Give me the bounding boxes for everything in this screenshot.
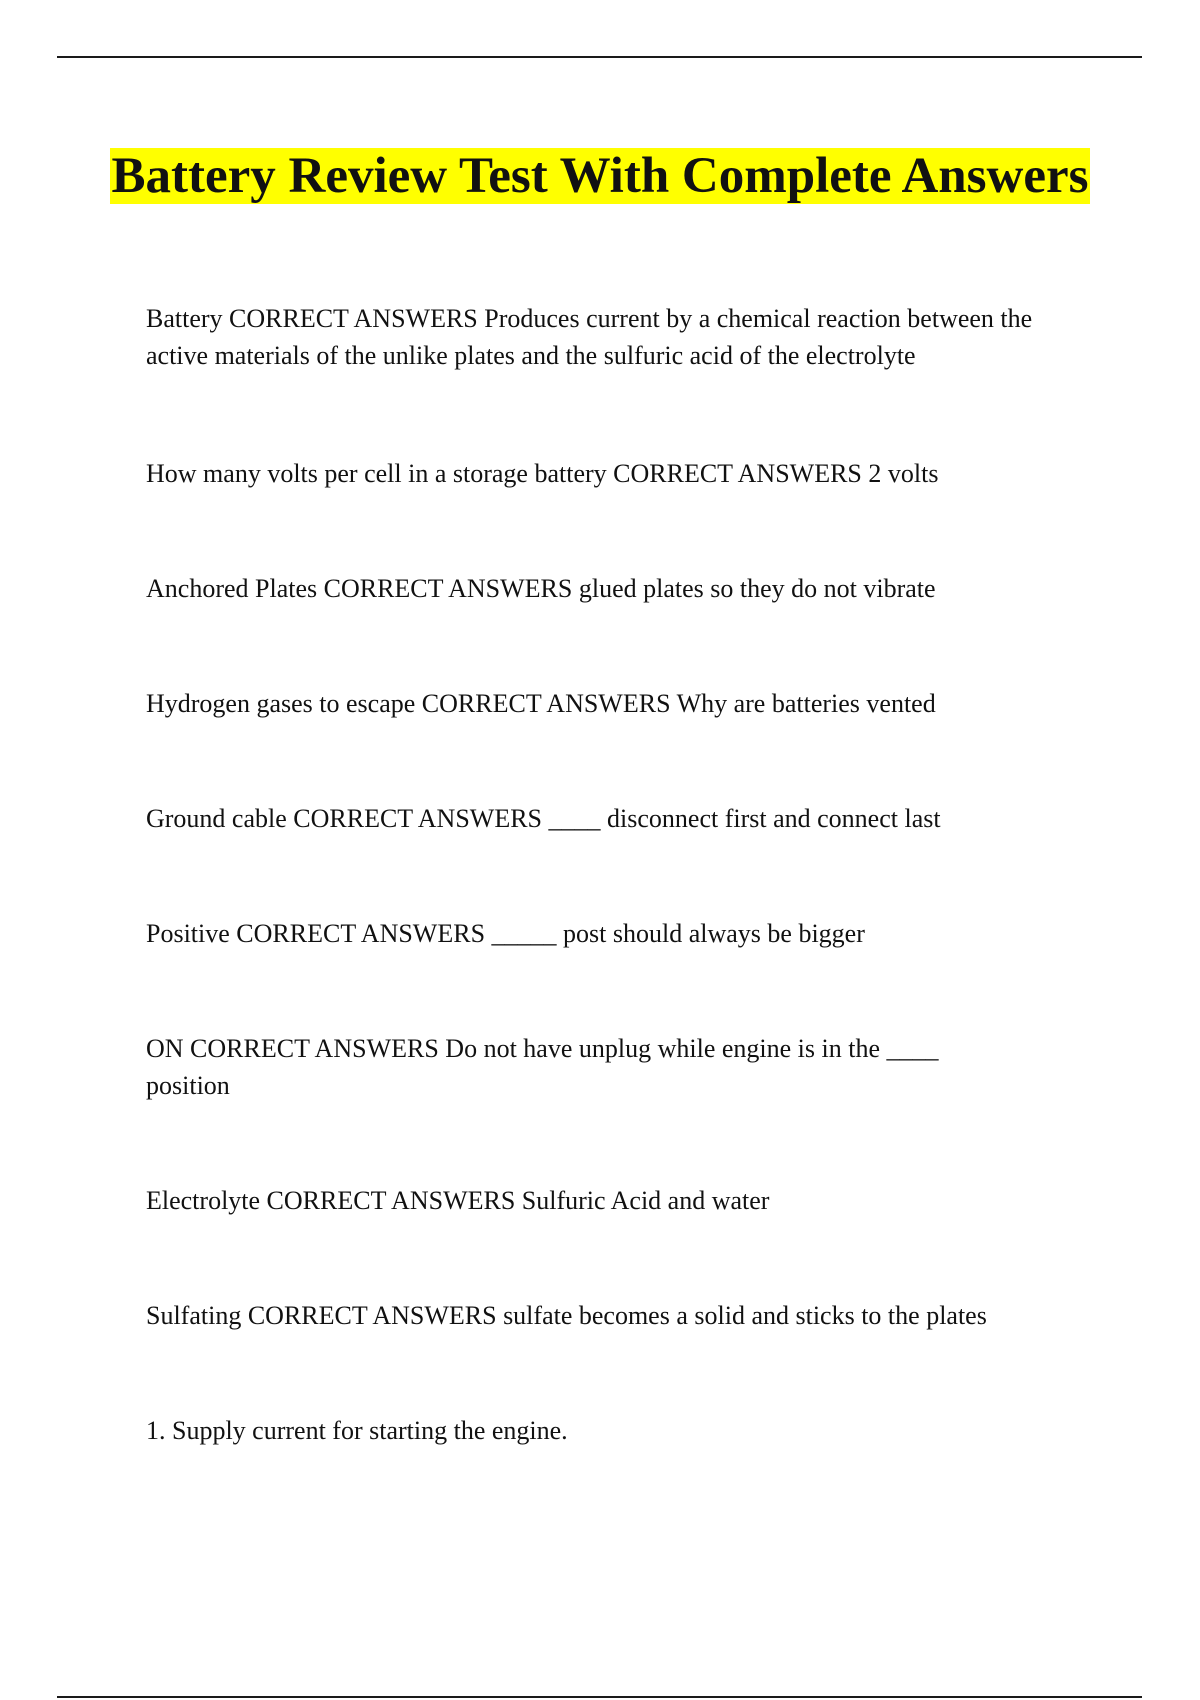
document-title xyxy=(100,142,1100,210)
qa-item-1: Battery CORRECT ANSWERS Produces current by a chemical reaction between the active materials of the unlike plates and the sulfuric acid of the electrolyte xyxy=(146,304,1033,370)
qa-item-3: Anchored Plates CORRECT ANSWERS glued plates so they do not vibrate xyxy=(146,574,936,603)
qa-item-6: Positive CORRECT ANSWERS _____ post should always be bigger xyxy=(146,919,865,948)
qa-item-8: Electrolyte CORRECT ANSWERS Sulfuric Acid and water xyxy=(146,1186,770,1215)
qa-item-2: How many volts per cell in a storage battery CORRECT ANSWERS 2 volts xyxy=(146,459,939,488)
footer-rule xyxy=(57,1696,1142,1698)
title-highlight: Battery Review Test With Complete Answers xyxy=(111,148,1089,204)
qa-item-5: Ground cable CORRECT ANSWERS ____ disconnect first and connect last xyxy=(146,804,941,833)
qa-item-7: ON CORRECT ANSWERS Do not have unplug while engine is in the ____ position xyxy=(146,1034,939,1100)
qa-item-9: Sulfating CORRECT ANSWERS sulfate becomes a solid and sticks to the plates xyxy=(146,1301,987,1330)
header-rule xyxy=(57,56,1142,58)
qa-item-10: 1. Supply current for starting the engine. xyxy=(146,1416,568,1445)
qa-item-4: Hydrogen gases to escape CORRECT ANSWERS Why are batteries vented xyxy=(146,689,936,718)
